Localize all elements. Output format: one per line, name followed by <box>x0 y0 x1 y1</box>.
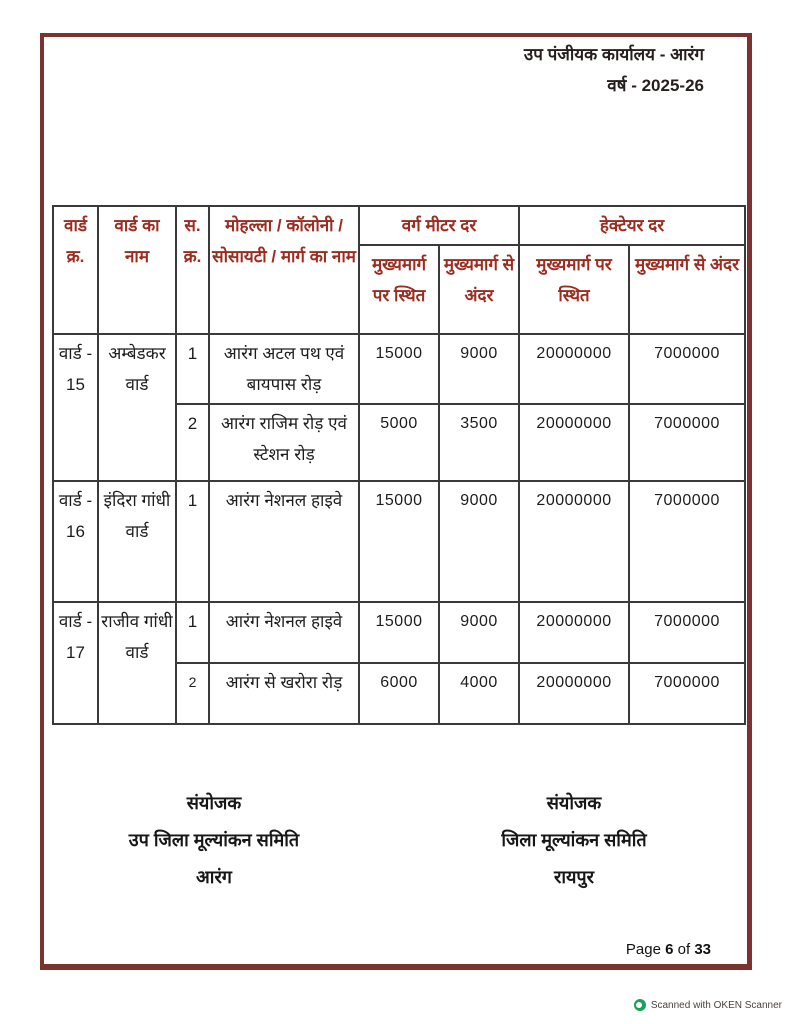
signature-committee: जिला मूल्यांकन समिति <box>501 830 647 850</box>
sqm-in-cell: 9000 <box>439 481 519 602</box>
sqm-on-cell: 6000 <box>359 663 439 724</box>
sqm-on-cell: 15000 <box>359 602 439 663</box>
header-serial-no: स. क्र. <box>176 206 209 334</box>
header-ward-name: वार्ड का नाम <box>98 206 176 334</box>
scanner-note-text: Scanned with OKEN Scanner <box>650 999 782 1011</box>
header-sqm-rate: वर्ग मीटर दर <box>359 206 519 245</box>
header-hec-inside: मुख्यमार्ग से अंदर <box>629 245 745 334</box>
serial-cell: 1 <box>176 602 209 663</box>
ward-no-cell: वार्ड - 17 <box>53 602 98 724</box>
hec-in-cell: 7000000 <box>629 602 745 663</box>
serial-cell: 1 <box>176 481 209 602</box>
ward-no-cell: वार्ड - 16 <box>53 481 98 602</box>
road-cell: आरंग अटल पथ एवं बायपास रोड़ <box>209 334 359 404</box>
signature-role: संयोजक <box>546 793 602 813</box>
document-header <box>524 39 704 101</box>
signature-block-left <box>99 785 329 896</box>
ward-name-cell: अम्बेडकर वार्ड <box>98 334 176 481</box>
road-cell: आरंग नेशनल हाइवे <box>209 602 359 663</box>
sqm-on-cell: 5000 <box>359 404 439 481</box>
hec-on-cell: 20000000 <box>519 334 629 404</box>
oken-scanner-icon <box>634 999 646 1011</box>
header-sqm-on-road: मुख्यमार्ग पर स्थित <box>359 245 439 334</box>
sqm-in-cell: 3500 <box>439 404 519 481</box>
signature-role: संयोजक <box>186 793 242 813</box>
page-border <box>40 33 752 970</box>
page-current: 6 <box>665 941 674 958</box>
sqm-in-cell: 4000 <box>439 663 519 724</box>
hec-in-cell: 7000000 <box>629 481 745 602</box>
hec-in-cell: 7000000 <box>629 334 745 404</box>
header-sqm-inside: मुख्यमार्ग से अंदर <box>439 245 519 334</box>
table-row <box>53 481 745 602</box>
hec-in-cell: 7000000 <box>629 663 745 724</box>
hec-on-cell: 20000000 <box>519 404 629 481</box>
serial-cell: 2 <box>176 404 209 481</box>
signature-committee: उप जिला मूल्यांकन समिति <box>128 830 300 850</box>
header-ward-no: वार्ड क्र. <box>53 206 98 334</box>
page-number <box>626 941 711 958</box>
header-locality: मोहल्ला / कॉलोनी / सोसायटी / मार्ग का नाम <box>209 206 359 334</box>
ward-name-cell: इंदिरा गांधी वार्ड <box>98 481 176 602</box>
table-header-row-1 <box>53 206 745 245</box>
serial-cell: 2 <box>176 663 209 724</box>
signature-place: रायपुर <box>553 867 595 887</box>
sqm-on-cell: 15000 <box>359 334 439 404</box>
header-hec-on-road: मुख्यमार्ग पर स्थित <box>519 245 629 334</box>
sqm-on-cell: 15000 <box>359 481 439 602</box>
page-total: 33 <box>694 941 711 958</box>
header-hectare-rate: हेक्टेयर दर <box>519 206 745 245</box>
road-cell: आरंग से खरोरा रोड़ <box>209 663 359 724</box>
signature-block-right <box>464 785 684 896</box>
hec-on-cell: 20000000 <box>519 602 629 663</box>
sqm-in-cell: 9000 <box>439 602 519 663</box>
hec-on-cell: 20000000 <box>519 663 629 724</box>
road-cell: आरंग नेशनल हाइवे <box>209 481 359 602</box>
ward-name-cell: राजीव गांधी वार्ड <box>98 602 176 724</box>
hec-on-cell: 20000000 <box>519 481 629 602</box>
table-row <box>53 334 745 404</box>
road-cell: आरंग राजिम रोड़ एवं स्टेशन रोड़ <box>209 404 359 481</box>
office-title: उप पंजीयक कार्यालय - आरंग <box>523 45 704 64</box>
table-row <box>53 602 745 663</box>
sqm-in-cell: 9000 <box>439 334 519 404</box>
page-word: Page <box>625 941 661 958</box>
hec-in-cell: 7000000 <box>629 404 745 481</box>
signature-place: आरंग <box>196 867 232 887</box>
scanner-footer <box>634 999 782 1011</box>
year-label: वर्ष - 2025-26 <box>607 76 704 95</box>
of-word: of <box>677 941 691 958</box>
ward-no-cell: वार्ड - 15 <box>53 334 98 481</box>
serial-cell: 1 <box>176 334 209 404</box>
rate-table <box>52 205 746 725</box>
